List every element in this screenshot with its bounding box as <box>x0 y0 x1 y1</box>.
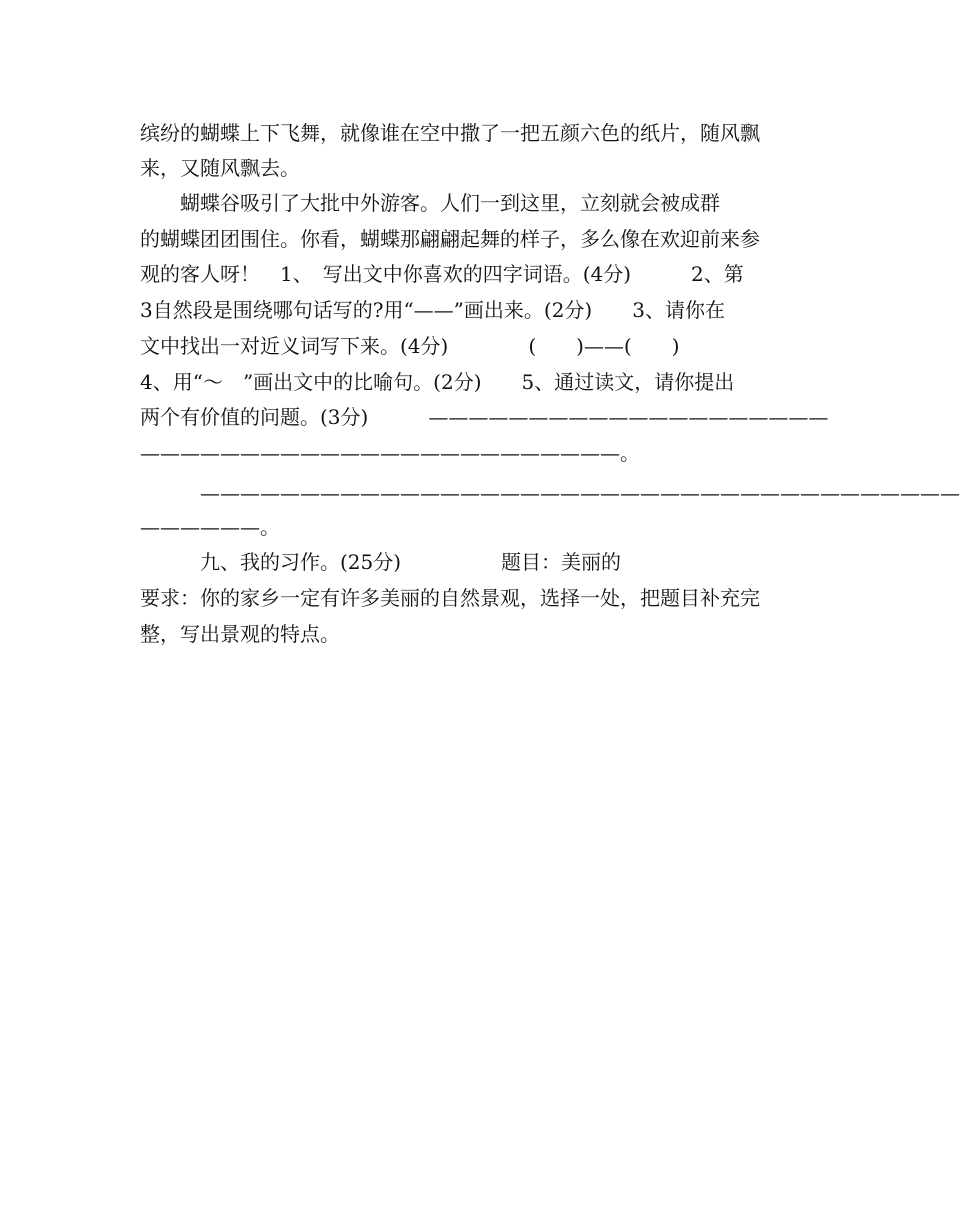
answer-blank-line: —————————————————————————————————————— <box>140 481 960 505</box>
text-line: 蝴蝶谷吸引了大批中外游客。人们一到这里，立刻就会被成群 <box>140 191 720 215</box>
answer-blank-line: ————————————————————————。 <box>140 441 640 465</box>
question-line: 4、用“～ ”画出文中的比喻句。(2分) 5、通过读文，请你提出 <box>140 370 735 394</box>
answer-blank-line: ——————。 <box>140 515 280 539</box>
text-line: 来，又随风飘去。 <box>140 156 300 180</box>
question-line: 两个有价值的问题。(3分) ———————————————————— <box>140 405 829 429</box>
text-line: 整，写出景观的特点。 <box>140 622 340 646</box>
text-line: 要求：你的家乡一定有许多美丽的自然景观，选择一处，把题目补充完 <box>140 586 760 610</box>
section-heading-line: 九、我的习作。(25分) 题目：美丽的 <box>140 550 622 574</box>
question-line: 文中找出一对近义词写下来。(4分) ( )——( ) <box>140 334 680 358</box>
text-line: 的蝴蝶团团围住。你看，蝴蝶那翩翩起舞的样子，多么像在欢迎前来参 <box>140 227 760 251</box>
question-line: 3自然段是围绕哪句话写的?用“——”画出来。(2分) 3、请你在 <box>140 298 725 322</box>
question-line: 观的客人呀！ 1、 写出文中你喜欢的四字词语。(4分) 2、第 <box>140 262 744 286</box>
text-line: 缤纷的蝴蝶上下飞舞，就像谁在空中撒了一把五颜六色的纸片，随风飘 <box>140 121 760 145</box>
